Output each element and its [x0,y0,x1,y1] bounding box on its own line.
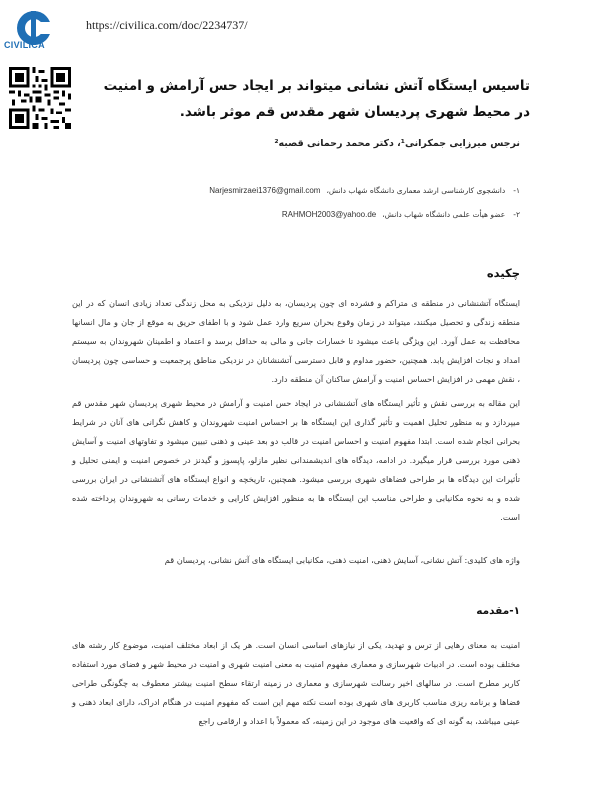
paper-authors: نرجس میرزایی جمکرانی¹، دکتر محمد رحمانی قصبه² [274,138,520,149]
introduction-paragraph: امنیت به معنای رهایی از ترس و تهدید، یکی از نیازهای اساسی انسان است. هر یک از ابعاد مختلف امنیت، موضوع کار رشته های مختلف بوده است. در ادبیات شهرسازی و معماری مفهوم امنیت به معنی امنیت شهری و امنیت در محیط شهر و فضای مورد استفاده کاربر مطرح است. در سالهای اخیر رسالت شهرسازی و معماری در زمینه ارتقاء سطح امنیت بیشتر معطوف به چگونگی طراحی فضاها و برنامه ریزی مناسب کاربری های شهری بوده است نکته مهم این است که مفهوم امنیت در هنگام ادراک، دارای ابعاد ذهنی و عینی میباشد، به گونه ای که واقعیت های موجود در این زمینه، که معمولاً با اعداد و ارقامی راجع [72,640,520,726]
abstract-heading: چکیده [486,266,520,280]
affiliation-1 [165,186,520,195]
keywords: واژه های کلیدی: آتش نشانی، آسایش ذهنی، امنیت ذهنی، مکانیابی ایستگاه های آتش نشانی، پردیسان قم [164,555,520,565]
author-email[interactable]: RAHMOH2003@yahoo.de [281,210,377,219]
affiliation-text: دانشجوی کارشناسی ارشد معماری دانشگاه شهاب دانش، [326,186,506,195]
logo-text: CIVILICA [4,40,45,50]
paper-title: تاسیس ایستگاه آتش نشانی میتواند بر ایجاد حس آرامش و امنیت در محیط شهری پردیسان شهر مقدس قم موثر باشد. [103,78,530,120]
qr-code-icon [9,67,71,129]
document-url[interactable]: https://civilica.com/doc/2234737/ [86,18,248,32]
abstract-paragraph-1: ایستگاه آتشنشانی در منطقه ی متراکم و فشرده ای چون پردیسان، به دلیل نزدیکی به محل زندگی تعداد زیادی انسان که در این منطقه زندگی و تحصیل میکنند، میتواند در زمان وقوع بحران سریع وارد عمل شود و با اطفای حریق به موقع از جان و مال انسانها محافظت به عمل آورد. این ویژگی باعث میشود تا خسارات جانی و مالی به حداقل برسد و اعتماد و اطمینان شهروندان به سیستم امداد و نجات افزایش یابد. همچنین، حضور مداوم و قابل دسترسی آتشنشانان در نزدیکی مناطق پرجمعیت و حساسی چون پردیسان ، نقش مهمی در افزایش احساس امنیت و آرامش ساکنان آن منطقه دارد. [72,298,520,384]
affiliation-2 [165,210,520,219]
abstract-paragraph-2: این مقاله به بررسی نقش و تأثیر ایستگاه های آتشنشانی در ایجاد حس امنیت و آرامش در محیط شهری پردیسان شهر مقدس قم میپردازد و به منظور تحلیل اهمیت و تأثیر گذاری این ایستگاه ها بر احساس امنیت شهروندان و کاهش نگرانی های آنان در شرایط بحرانی انجام شده است. ابتدا مفهوم امنیت و احساس امنیت در قالب دو بعد عینی و ذهنی تبیین میشود و تفاوتهای امنیت و آسایش ذهنی مورد بررسی قرار میگیرد. در ادامه، دیدگاه های اندیشمندانی نظیر مازلو، پاپسوز و گیدنز در خصوص امنیت و ایمنی تحلیل و تأثیرات این دیدگاه ها بر طراحی فضاهای شهری بررسی میشود. همچنین، تاریخچه و انواع ایستگاه های آتشنشانی در ایران بررسی شده و به نحوه مکانیابی و طراحی مناسب این ایستگاه ها به منظور افزایش کارایی و خدمات رسانی به شهروندان پرداخته شده است. [72,398,520,522]
affiliation-number: ۱- [513,186,520,195]
author-email[interactable]: Narjesmirzaei1376@gmail.com [209,186,321,195]
civilica-logo[interactable] [6,8,62,60]
section-heading-introduction: ۱-مقدمه [476,605,520,617]
affiliation-text: عضو هیأت علمی دانشگاه شهاب دانش، [382,210,506,219]
affiliation-number: ۲- [513,210,520,219]
